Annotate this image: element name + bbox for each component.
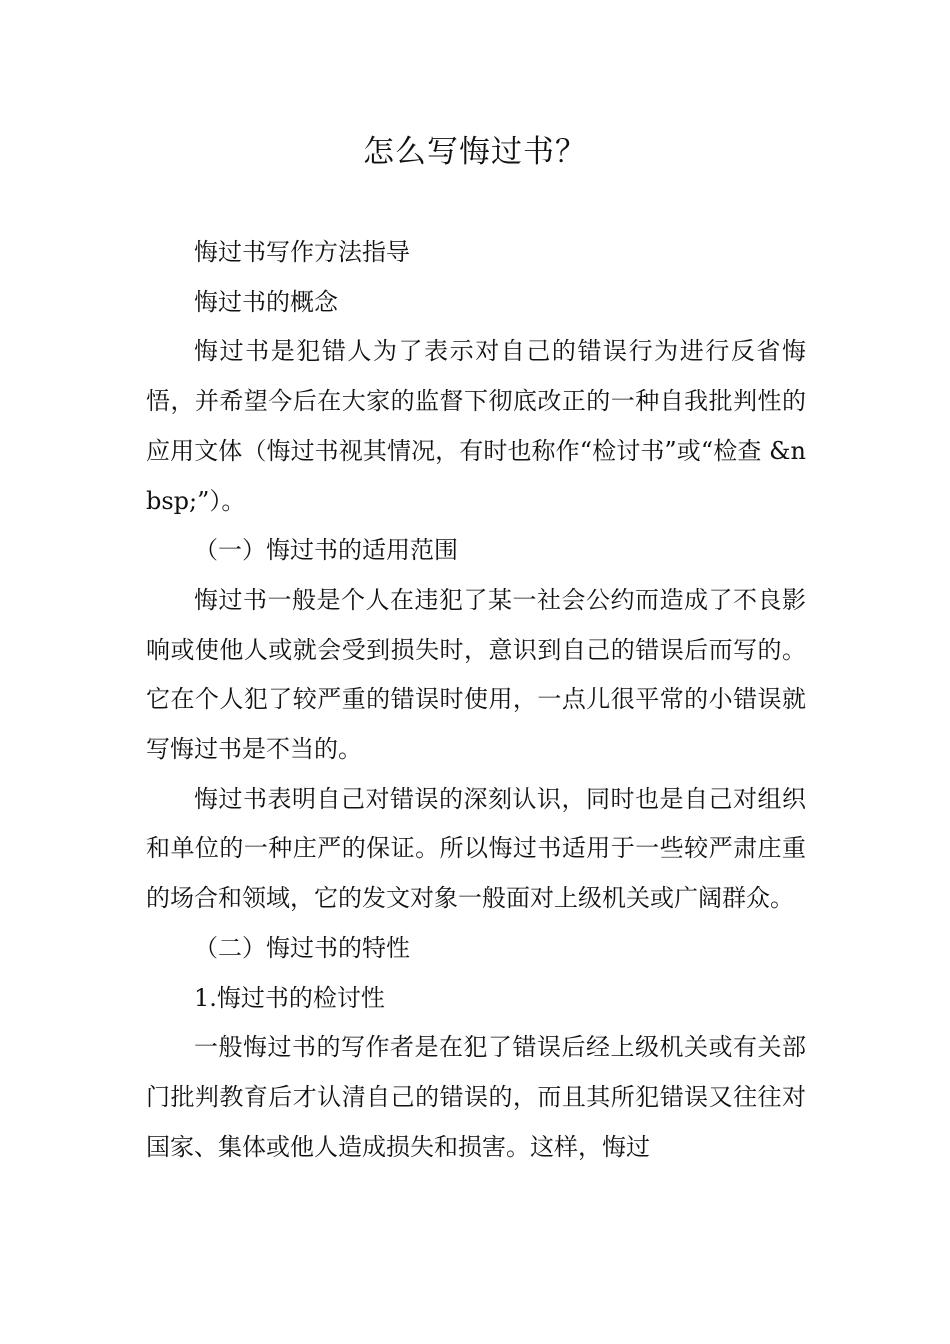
document-title: 怎么写悔过书？ <box>363 134 587 170</box>
paragraph-scope-heading: （一）悔过书的适用范围 <box>194 536 458 565</box>
paragraph-review-nature-heading: 1.悔过书的检讨性 <box>194 983 385 1012</box>
paragraph-guide-heading: 悔过书写作方法指导 <box>194 238 410 266</box>
paragraph-concept-heading: 悔过书的概念 <box>194 287 338 316</box>
paragraph-scope-body-2: 悔过书表明自己对错误的深刻认识，同时也是自己对组织和单位的一种庄严的保证。所以悔过书适用于一些较严肃庄重的场合和领域，它的发文对象一般面对上级机关或广阔群众。 <box>146 784 806 913</box>
paragraph-scope-body-1: 悔过书一般是个人在违犯了某一社会公约而造成了不良影响或使他人或就会受到损失时，意识到自己的错误后而写的。它在个人犯了较严重的错误时使用，一点儿很平常的小错误就写悔过书是不当的。 <box>146 585 806 764</box>
paragraph-review-nature-body: 一般悔过书的写作者是在犯了错误后经上级机关或有关部门批判教育后才认清自己的错误的，而且其所犯错误又往往对国家、集体或他人造成损失和损害。这样，悔过 <box>146 1033 806 1161</box>
document-body <box>146 228 806 1172</box>
paragraph-concept-definition: 悔过书是犯错人为了表示对自己的错误行为进行反省悔悟，并希望今后在大家的监督下彻底改正的一种自我批判性的应用文体（悔过书视其情况，有时也称作“检讨书”或“检查 &nbsp;”）。 <box>146 337 806 515</box>
paragraph-characteristics-heading: （二）悔过书的特性 <box>194 933 410 962</box>
